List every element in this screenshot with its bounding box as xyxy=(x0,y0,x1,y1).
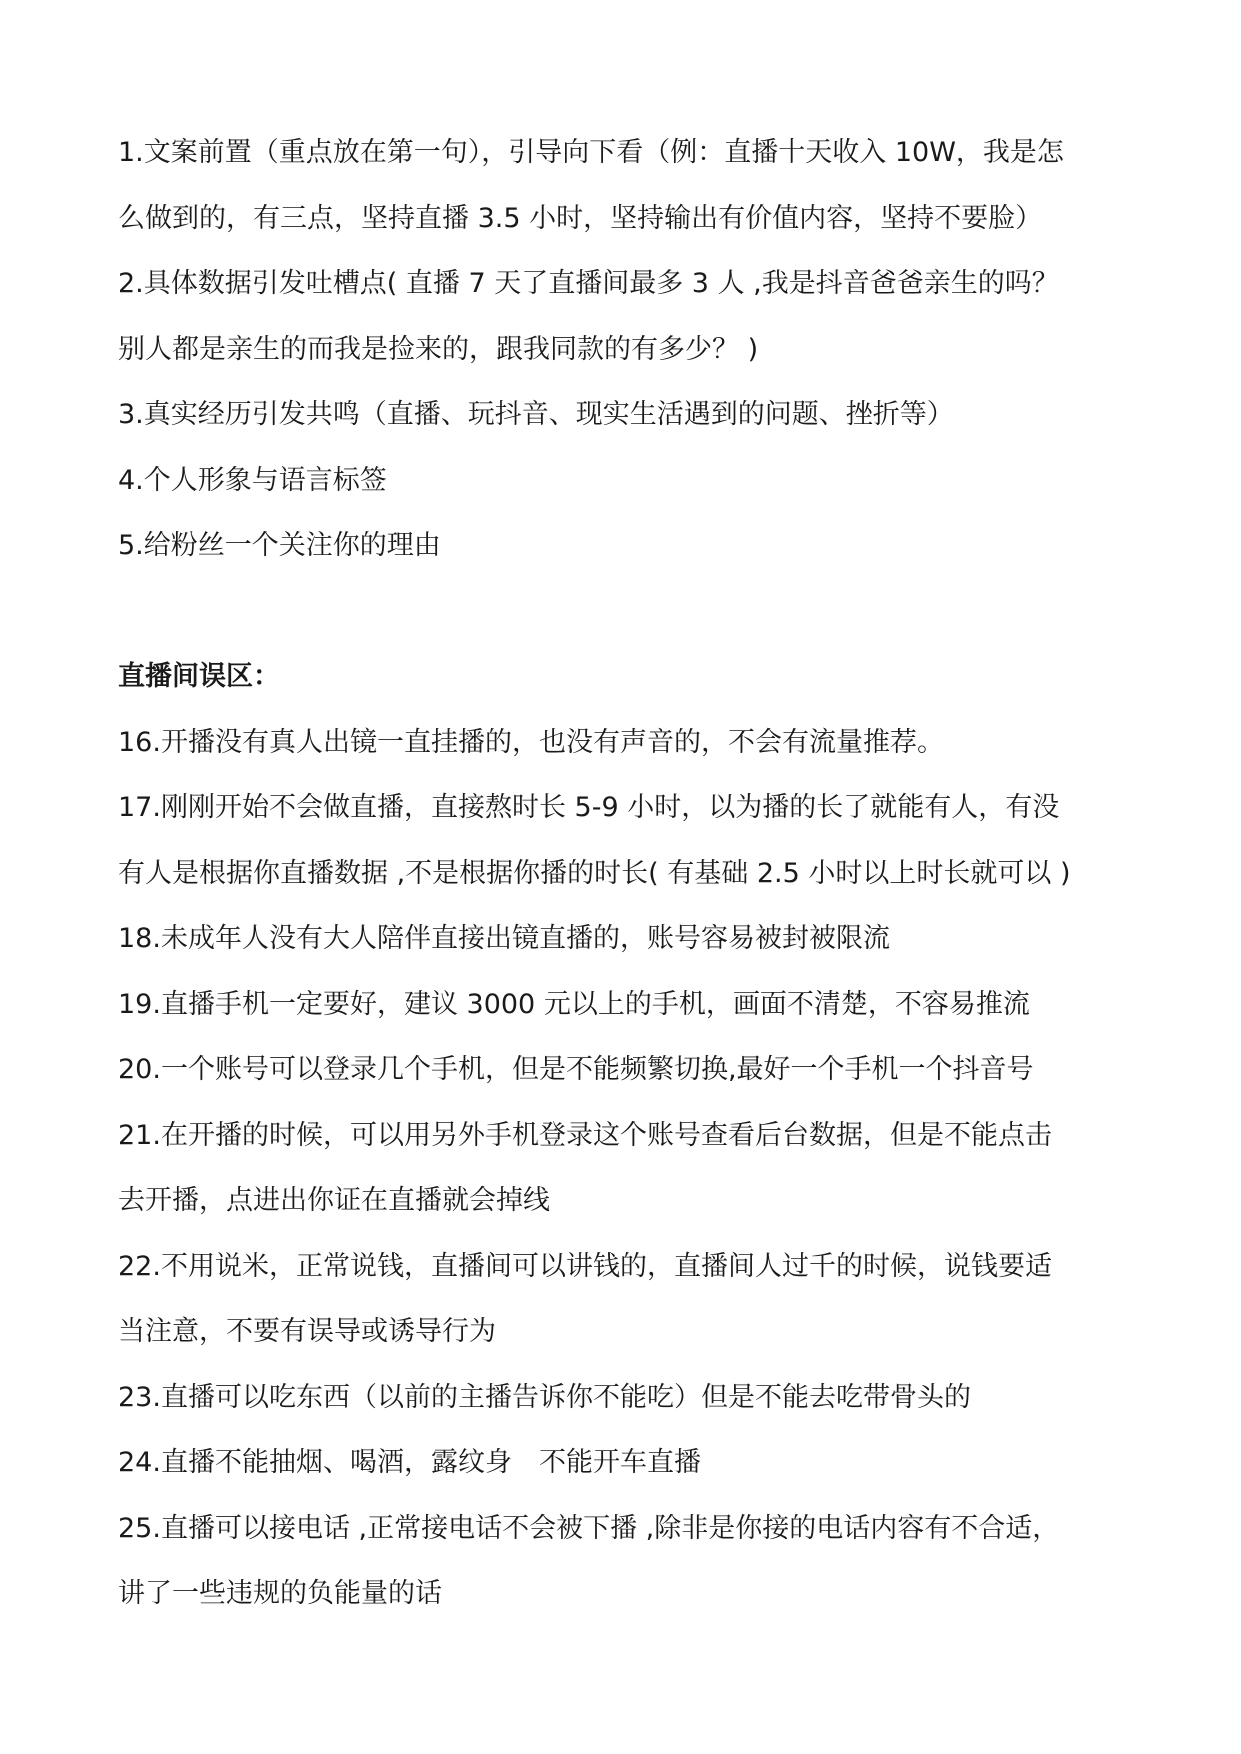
mistake-20-line-1: 20.一个账号可以登录几个手机，但是不能频繁切换,最好一个手机一个抖音号 xyxy=(118,1054,1034,1085)
section-heading: 直播间误区： xyxy=(118,661,280,692)
tip-4-line-1: 4.个人形象与语言标签 xyxy=(118,464,387,496)
tip-3-line-1: 3.真实经历引发共鸣（直播、玩抖音、现实生活遇到的问题、挫折等） xyxy=(118,399,954,430)
mistake-25-line-1: 25.直播可以接电话 ,正常接电话不会被下播 ,除非是你接的电话内容有不合适， xyxy=(118,1512,1060,1544)
mistake-24-line-1: 24.直播不能抽烟、喝酒，露纹身 不能开车直播 xyxy=(118,1447,701,1478)
section-spacer xyxy=(118,579,1148,645)
mistake-17-line-2: 有人是根据你直播数据 ,不是根据你播的时长( 有基础 2.5 小时以上时长就可以 ) xyxy=(118,857,1071,889)
tip-1-line-2: 么做到的，有三点，坚持直播 3.5 小时，坚持输出有价值内容，坚持不要脸） xyxy=(118,202,1043,234)
mistake-23-line-1: 23.直播可以吃东西（以前的主播告诉你不能吃）但是不能去吃带骨头的 xyxy=(118,1381,971,1413)
tip-1-line-1: 1.文案前置（重点放在第一句），引导向下看（例：直播十天收入 10W，我是怎 xyxy=(118,137,1064,168)
tip-2-line-2: 别人都是亲生的而我是捡来的，跟我同款的有多少？ ) xyxy=(118,333,759,365)
mistake-25-line-2: 讲了一些违规的负能量的话 xyxy=(118,1578,442,1609)
tip-5-line-1: 5.给粉丝一个关注你的理由 xyxy=(118,530,441,561)
mistake-17-line-1: 17.刚刚开始不会做直播，直接熬时长 5-9 小时，以为播的长了就能有人，有没 xyxy=(118,792,1060,823)
mistake-22-line-2: 当注意，不要有误导或诱导行为 xyxy=(118,1316,496,1347)
document-page xyxy=(118,120,1148,1627)
mistake-22-line-1: 22.不用说米，正常说钱，直播间可以讲钱的，直播间人过千的时候，说钱要适 xyxy=(118,1250,1052,1282)
mistake-19-line-1: 19.直播手机一定要好，建议 3000 元以上的手机，画面不清楚，不容易推流 xyxy=(118,988,1030,1020)
mistake-16-line-1: 16.开播没有真人出镜一直挂播的，也没有声音的，不会有流量推荐。 xyxy=(118,726,944,758)
mistake-21-line-1: 21.在开播的时候，可以用另外手机登录这个账号查看后台数据，但是不能点击 xyxy=(118,1119,1052,1151)
section-tips xyxy=(118,120,1148,579)
mistake-21-line-2: 去开播，点进出你证在直播就会掉线 xyxy=(118,1185,550,1216)
mistake-18-line-1: 18.未成年人没有大人陪伴直接出镜直播的，账号容易被封被限流 xyxy=(118,923,890,954)
section-mistakes xyxy=(118,644,1148,1627)
tip-2-line-1: 2.具体数据引发吐槽点( 直播 7 天了直播间最多 3 人 ,我是抖音爸爸亲生的吗？ xyxy=(118,268,1059,299)
